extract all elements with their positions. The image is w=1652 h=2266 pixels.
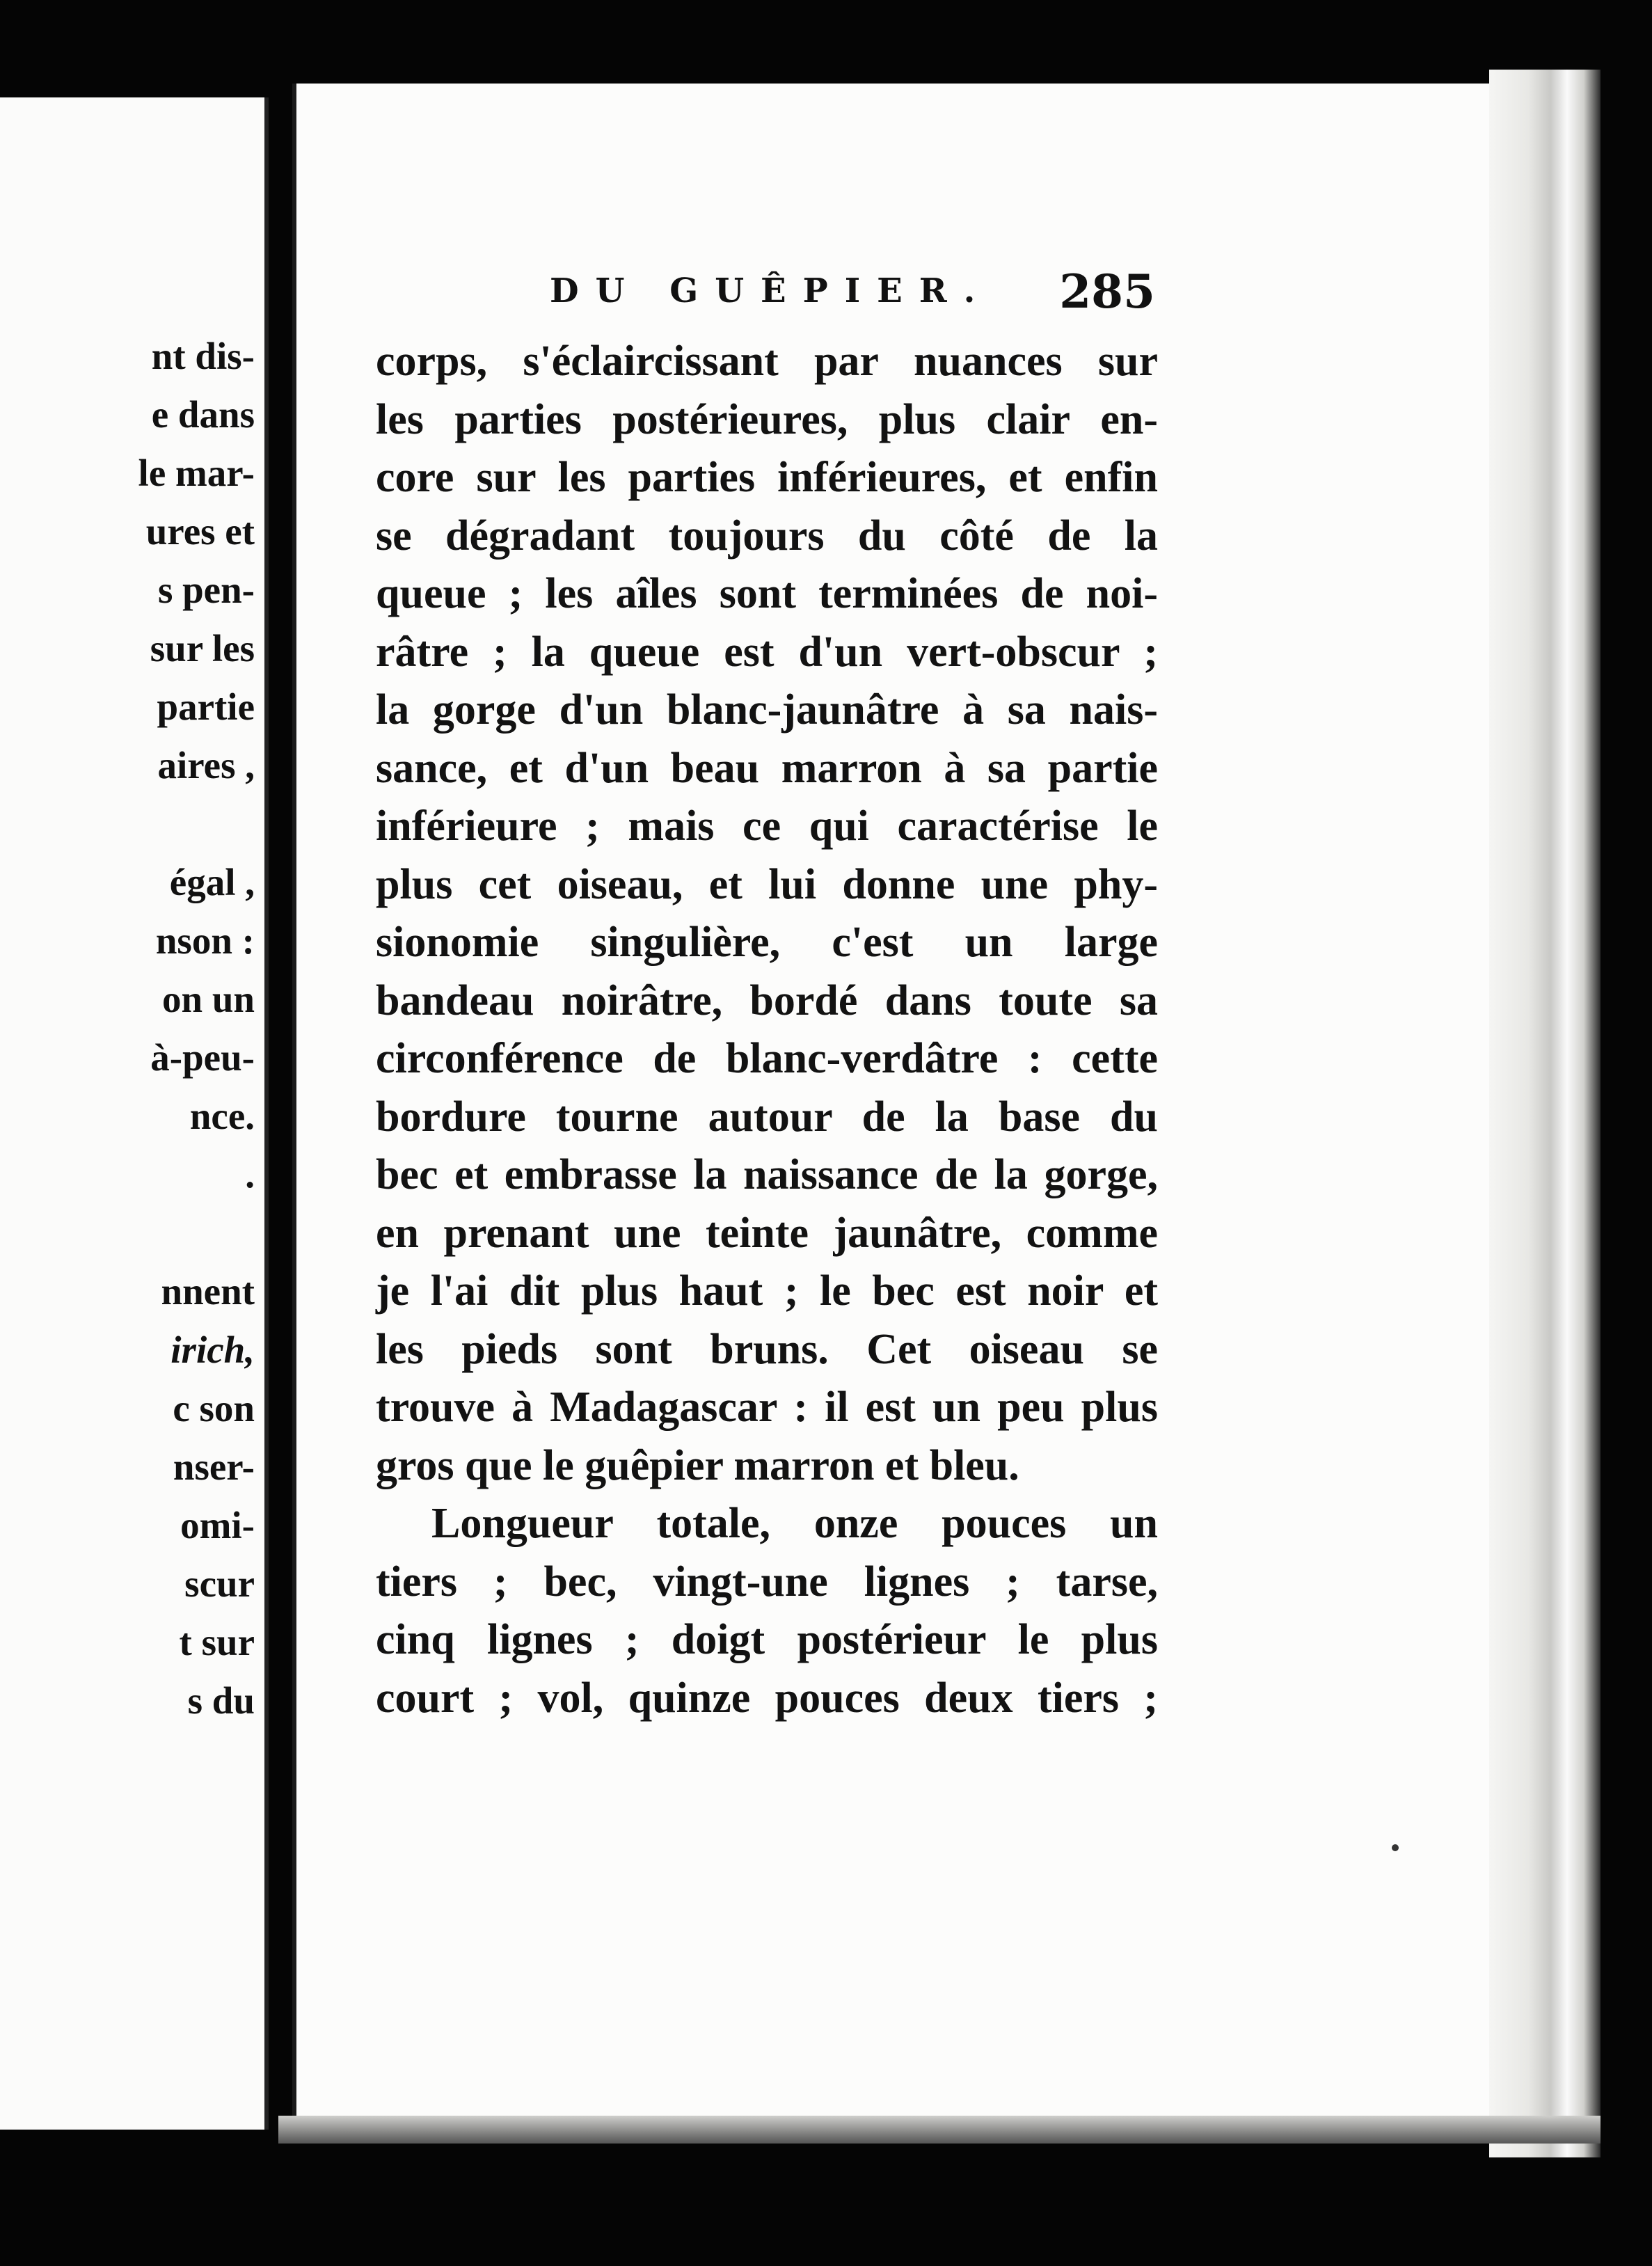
- left-line: on un: [161, 978, 255, 1020]
- left-line: aires ,: [157, 744, 255, 786]
- text-line: sionomie singulière, c'est un large: [376, 919, 1158, 966]
- text-line: râtre ; la queue est d'un vert-obscur ;: [376, 628, 1158, 676]
- text-line: je l'ai dit plus haut ; le bec est noir et: [376, 1267, 1158, 1315]
- left-line: scur: [184, 1562, 255, 1605]
- text-line: bandeau noirâtre, bordé dans toute sa: [376, 976, 1158, 1024]
- left-line: s pen-: [157, 569, 255, 611]
- text-line: les parties postérieures, plus clair en-: [376, 395, 1158, 443]
- text-line: plus cet oiseau, et lui donne une phy-: [376, 860, 1158, 908]
- text-line: Longueur totale, onze pouces un: [431, 1500, 1158, 1547]
- text-line: core sur les parties inférieures, et enfin: [376, 454, 1158, 501]
- left-line: e dans: [151, 393, 255, 436]
- page-number: 285: [1059, 264, 1155, 319]
- running-head-title: DU GUÊPIER.: [550, 271, 992, 310]
- scan-speck: [1392, 1844, 1399, 1851]
- text-line: bordure tourne autour de la base du: [376, 1093, 1158, 1141]
- left-page-text: [0, 327, 264, 1730]
- text-line: corps, s'éclaircissant par nuances sur: [376, 338, 1158, 385]
- left-line: irich,: [170, 1329, 255, 1371]
- text-line: se dégradant toujours du côté de la: [376, 512, 1158, 560]
- page-edge: [1489, 70, 1601, 2157]
- left-line: nser-: [173, 1445, 255, 1488]
- left-line: le mar-: [138, 452, 255, 494]
- text-line: tiers ; bec, vingt-une lignes ; tarse,: [376, 1558, 1158, 1606]
- text-line: circonférence de blanc-verdâtre : cette: [376, 1035, 1158, 1082]
- left-line: partie: [157, 686, 255, 728]
- left-line-gap: [0, 1204, 264, 1262]
- left-line: égal ,: [169, 861, 255, 903]
- text-line: la gorge d'un blanc-jaunâtre à sa nais-: [376, 686, 1158, 734]
- left-line: nt dis-: [151, 335, 255, 377]
- body-text: [376, 333, 1158, 1727]
- left-line: nson :: [155, 919, 255, 962]
- left-line: .: [245, 1153, 255, 1196]
- left-line-gap: [0, 795, 264, 853]
- text-line: les pieds sont bruns. Cet oiseau se: [376, 1325, 1158, 1373]
- text-line: en prenant une teinte jaunâtre, comme: [376, 1209, 1158, 1257]
- left-line: t sur: [179, 1621, 255, 1663]
- left-line: sur les: [150, 627, 255, 670]
- left-facing-page: [0, 97, 269, 2130]
- text-line: sance, et d'un beau marron à sa partie: [376, 744, 1158, 792]
- left-line: à-peu-: [150, 1036, 255, 1079]
- left-line: nce.: [189, 1095, 255, 1137]
- page-bottom-shadow: [278, 2116, 1601, 2144]
- text-line: bec et embrasse la naissance de la gorge,: [376, 1151, 1158, 1198]
- text-line: trouve à Madagascar : il est un peu plus: [376, 1384, 1158, 1431]
- left-line: ures et: [145, 510, 255, 553]
- left-line: nnent: [161, 1270, 255, 1313]
- left-line: omi-: [180, 1504, 255, 1546]
- left-line: c son: [173, 1387, 255, 1429]
- text-line: queue ; les aîles sont terminées de noi-: [376, 570, 1158, 617]
- text-line: court ; vol, quinze pouces deux tiers ;: [376, 1674, 1158, 1722]
- text-line: gros que le guêpier marron et bleu.: [376, 1441, 1019, 1489]
- text-line: cinq lignes ; doigt postérieur le plus: [376, 1616, 1158, 1663]
- running-head: [550, 264, 1155, 327]
- left-line: s du: [187, 1679, 255, 1722]
- text-line: inférieure ; mais ce qui caractérise le: [376, 802, 1158, 850]
